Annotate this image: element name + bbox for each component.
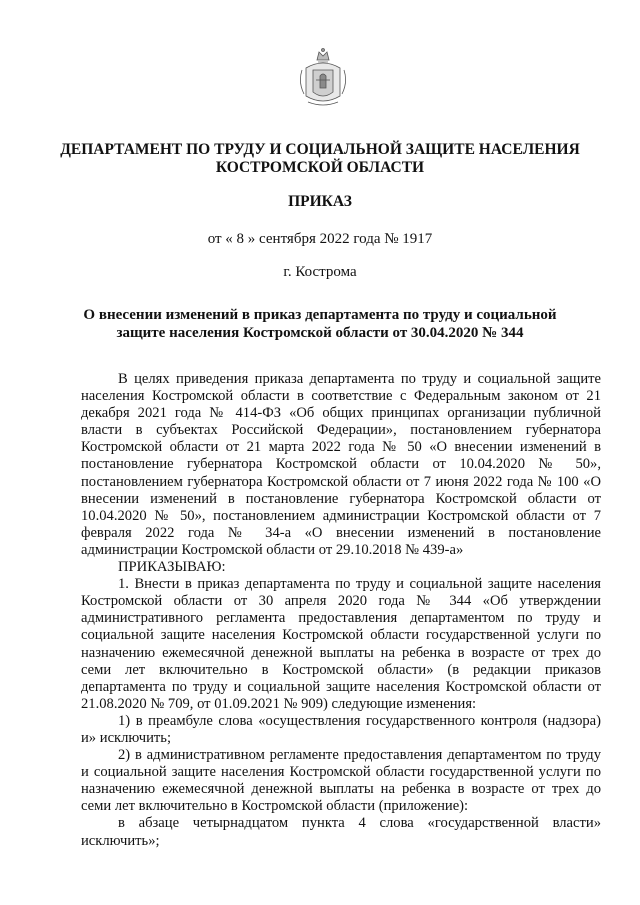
- document-body: [81, 371, 601, 850]
- document-subject-line1: О внесении изменений в приказ департамента по труду и социальной: [83, 307, 557, 323]
- subitem-2-paragraph: 2) в административном регламенте предоставления департаментом по труду и социальной защите населения Костромской области государственной услуги по назначению ежемесячной денежной выплаты на ребенка в возрасте от трех до семи лет включительно в Костромской области (приложение):: [81, 747, 601, 815]
- document-type: ПРИКАЗ: [288, 193, 352, 210]
- preamble-paragraph: В целях приведения приказа департамента по труду и социальной защите населения Костромской области в соответствие с Федеральным законом от 21 декабря 2021 года № 414-ФЗ «Об общих принципах организации публичной власти в субъектах Российской Федерации», постановлением губернатора Костромской области от 21 марта 2022 года № 50 «О внесении изменений в постановление губернатора Костромской области от 10.04.2020 № 50», постановлением губернатора Костромской области от 7 июня 2022 года № 100 «О внесении изменений в постановление губернатора Костромской области от 10.04.2020 № 50», постановлением администрации Костромской области от 7 февраля 2022 года № 34-а «О внесении изменений в постановление администрации Костромской области от 29.10.2018 № 439-а»: [81, 371, 601, 558]
- order-keyword: ПРИКАЗЫВАЮ:: [118, 559, 226, 576]
- paragraph-14-change: в абзаце четырнадцатом пункта 4 слова «государственной власти» исключить»;: [81, 815, 601, 849]
- coat-of-arms-emblem: [298, 46, 348, 112]
- document-date-number: от « 8 » сентября 2022 года № 1917: [207, 231, 433, 247]
- subitem-1-paragraph: 1) в преамбуле слова «осуществления государственного контроля (надзора) и» исключить;: [81, 712, 601, 746]
- department-name: [40, 141, 600, 177]
- document-subject: [40, 306, 600, 342]
- item-1-paragraph: 1. Внести в приказ департамента по труду и социальной защите населения Костромской области от 30 апреля 2020 года № 344 «Об утверждении административного регламента предоставления департаментом по труду и социальной защите населения Костромской области государственной услуги по назначению ежемесячной денежной выплаты на ребенка в возрасте от трех до семи лет включительно в Костромской области» (в редакции приказов департамента по труду и социальной защите населения Костромской области от 21.08.2020 № 709, от 01.09.2021 № 909) следующие изменения:: [81, 576, 601, 712]
- document-subject-line2: защите населения Костромской области от 30.04.2020 № 344: [116, 325, 524, 341]
- document-city: г. Кострома: [283, 264, 357, 280]
- department-name-line2: КОСТРОМСКОЙ ОБЛАСТИ: [215, 159, 425, 176]
- department-name-line1: ДЕПАРТАМЕНТ ПО ТРУДУ И СОЦИАЛЬНОЙ ЗАЩИТЕ НАСЕЛЕНИЯ: [60, 141, 580, 158]
